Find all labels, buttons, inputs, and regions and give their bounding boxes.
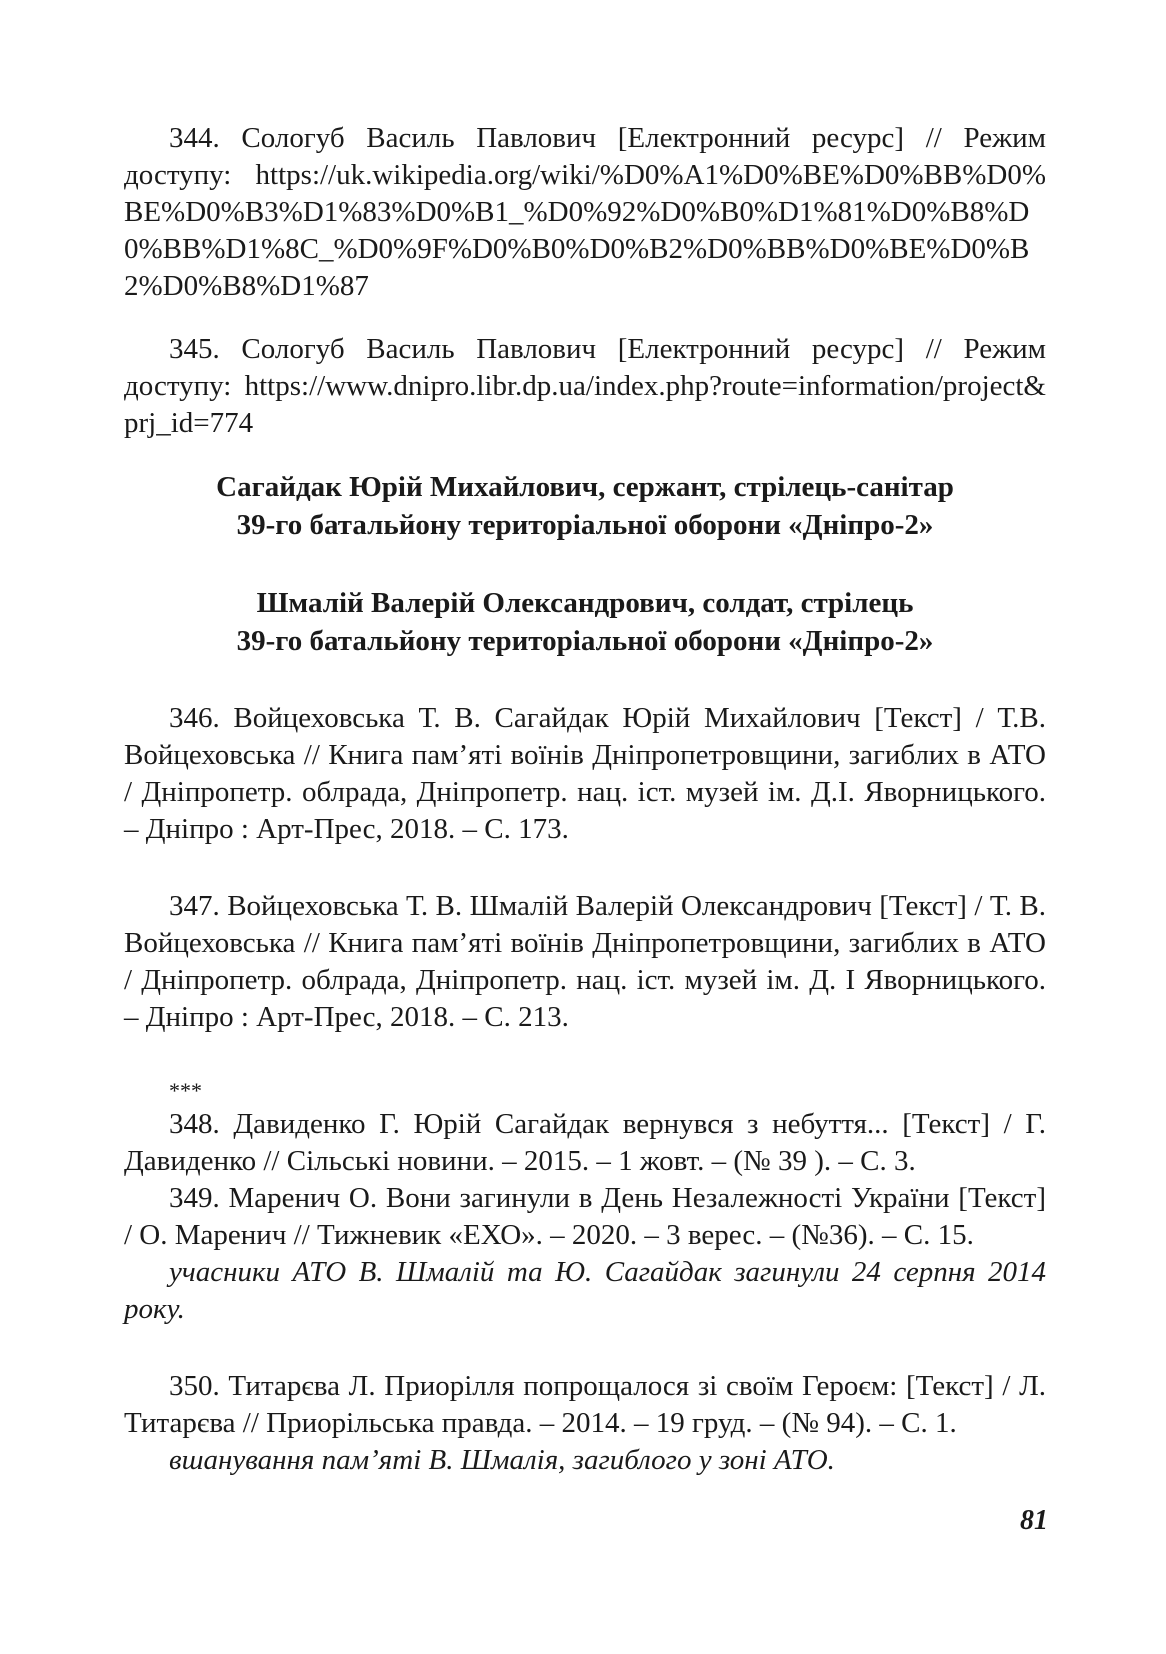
annotation-349: учасники АТО В. Шмалій та Ю. Сагайдак загинули 24 серпня 2014 року. xyxy=(124,1256,1046,1325)
bibliography-entry-347: 347. Войцеховська Т. В. Шмалій Валерій Олександрович [Текст] / Т. В. Войцеховська // Книга пам’яті воїнів Дніпропетровщини, загиблих в АТО / Дніпропетр. облрада, Дніпропетр. нац. іст. музей ім. Д. І Яворницького. – Дніпро : Арт-Прес, 2018. – С. 213. xyxy=(124,890,1046,1033)
heading-line: 39-го батальйону територіальної оборони «Дніпро-2» xyxy=(236,509,934,541)
spacer xyxy=(124,1328,1046,1368)
bibliography-entry-345 xyxy=(124,331,1046,442)
heading-line: Сагайдак Юрій Михайлович, сержант, стрілець-санітар xyxy=(216,471,954,503)
bibliography-entry-348: 348. Давиденко Г. Юрій Сагайдак вернувся з небуття... [Текст] / Г. Давиденко // Сільські новини. – 2015. – 1 жовт. – (№ 39 ). – С. 3. xyxy=(124,1108,1046,1177)
annotation-350: вшанування пам’яті В. Шмалія, загиблого у зоні АТО. xyxy=(169,1444,835,1476)
heading-line: 39-го батальйону територіальної оборони «Дніпро-2» xyxy=(236,625,934,657)
spacer xyxy=(124,305,1046,331)
page-number: 81 xyxy=(1020,1505,1048,1536)
spacer xyxy=(124,1036,1046,1076)
person-heading-shmalii xyxy=(124,584,1046,660)
spacer xyxy=(124,848,1046,888)
spacer xyxy=(124,442,1046,468)
section-separator: *** xyxy=(169,1078,202,1103)
spacer xyxy=(124,660,1046,700)
entry-text: 344. Сологуб Василь Павлович [Електронний ресурс] // Режим доступу: xyxy=(124,122,1046,191)
entry-text: 345. Сологуб Василь Павлович [Електронний ресурс] // Режим доступу: xyxy=(124,333,1046,402)
bibliography-entry-346: 346. Войцеховська Т. В. Сагайдак Юрій Михайлович [Текст] / Т.В. Войцеховська // Книга пам’яті воїнів Дніпропетровщини, загиблих в АТО / Дніпропетр. облрада, Дніпропетр. нац. іст. музей ім. Д.І. Яворницького. – Дніпро : Арт-Прес, 2018. – С. 173. xyxy=(124,702,1046,845)
entry-url: https://www.dnipro.libr.dp.ua/index.php?route=information/project&prj_id=774 xyxy=(124,370,1046,439)
bibliography-entry-350: 350. Титарєва Л. Приорілля попрощалося зі своїм Героєм: [Текст] / Л. Титарєва // Приорільська правда. – 2014. – 19 груд. – (№ 94). – С. 1. xyxy=(124,1370,1046,1439)
person-heading-sahaidak xyxy=(124,468,1046,544)
entry-url: https://uk.wikipedia.org/wiki/%D0%A1%D0%BE%D0%BB%D0%BE%D0%B3%D1%83%D0%B1_%D0%92%D0%B0%D1%81%D0%B8%D0%BB%D1%8C_%D0%9F%D0%B0%D0%B2%D0%BB%D0%BE%D0%B2%D0%B8%D1%87 xyxy=(124,159,1046,302)
spacer xyxy=(124,544,1046,584)
bibliography-entry-344 xyxy=(124,120,1046,305)
bibliography-entry-349: 349. Маренич О. Вони загинули в День Незалежності України [Текст] / О. Маренич // Тижневик «ЕХО». – 2020. – 3 верес. – (№36). – С. 15. xyxy=(124,1182,1046,1251)
heading-line: Шмалій Валерій Олександрович, солдат, стрілець xyxy=(256,587,914,619)
